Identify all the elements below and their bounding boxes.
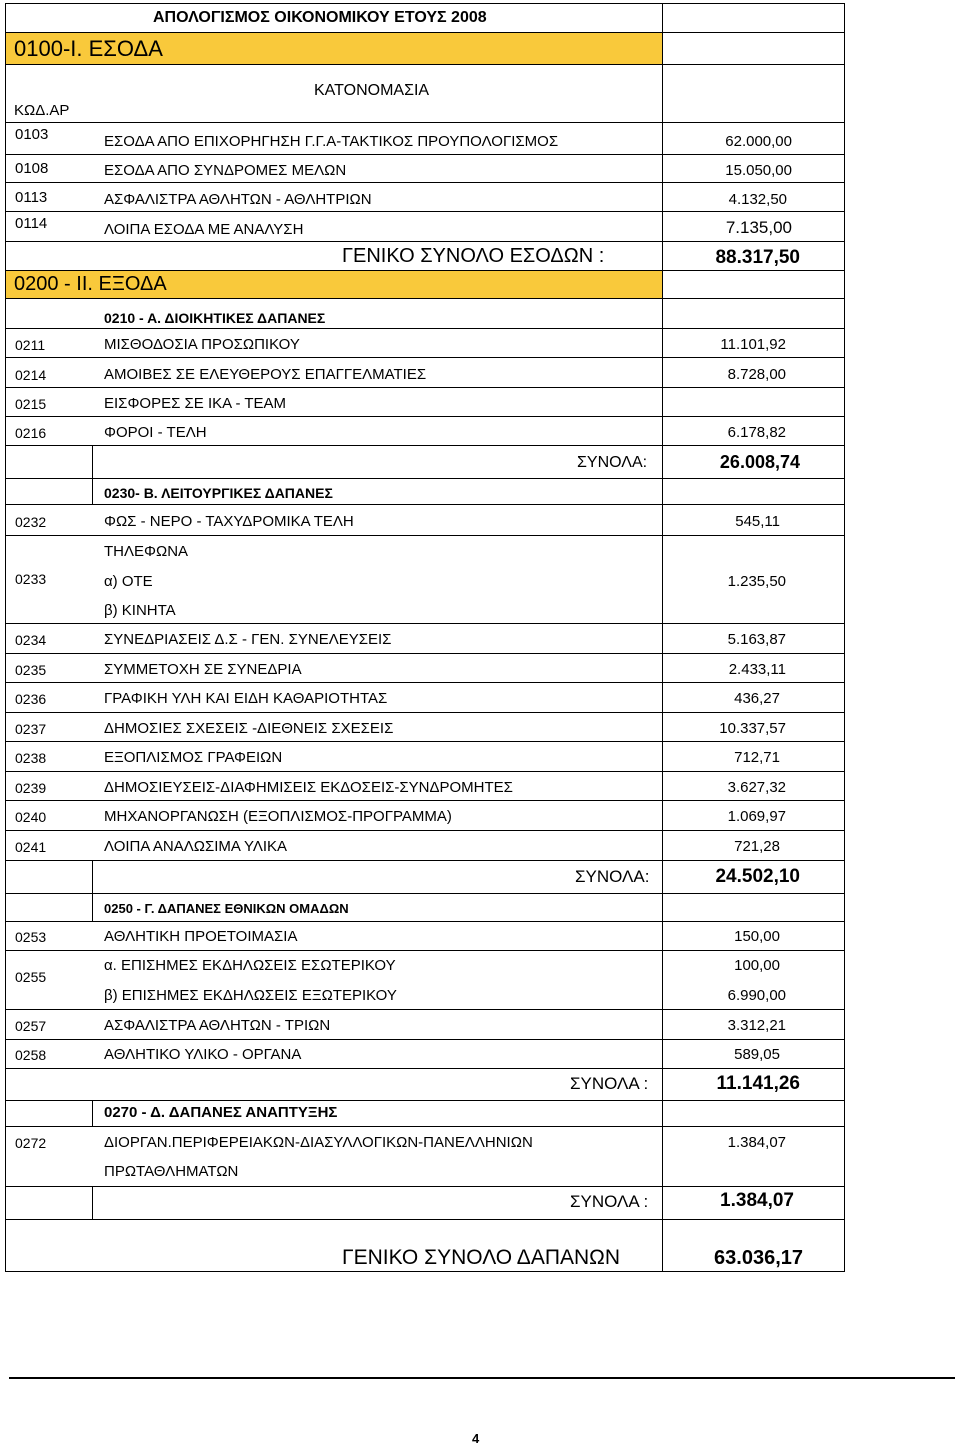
expense-amount: 150,00	[734, 928, 780, 945]
income-name: ΕΣΟΔΑ ΑΠΟ ΕΠΙΧΟΡΗΓΗΣΗ Γ.Γ.Α-ΤΑΚΤΙΚΟΣ ΠΡΟΥΠΟΛΟΓΙΣΜΟΣ	[104, 133, 559, 150]
income-section-title: 0100-Ι. ΕΣΟΔΑ	[14, 36, 163, 61]
expense-amount: 11.101,92	[720, 336, 786, 353]
expense-amount: 589,05	[734, 1046, 780, 1063]
expense-name: ΔΙΟΡΓΑΝ.ΠΕΡΙΦΕΡΕΙΑΚΩΝ-ΔΙΑΣΥΛΛΟΓΙΚΩΝ-ΠΑΝΕΛΛΗΝΙΩΝ	[104, 1134, 533, 1151]
income-amount: 4.132,50	[728, 191, 787, 208]
expense-code: 0240	[15, 809, 47, 825]
expense-amount: 1.384,07	[727, 1134, 786, 1151]
row-divider	[5, 64, 845, 65]
income-name: ΑΣΦΑΛΙΣΤΡΑ ΑΘΛΗΤΩΝ - ΑΘΛΗΤΡΙΩΝ	[104, 191, 372, 208]
expense-amount: 436,27	[734, 690, 780, 707]
row-divider	[5, 860, 845, 861]
income-name: ΛΟΙΠΑ ΕΣΟΔΑ ΜΕ ΑΝΑΛΥΣΗ	[104, 221, 304, 238]
expense-name: ΣΥΝΕΔΡΙΑΣΕΙΣ Δ.Σ - ΓΕΝ. ΣΥΝΕΛΕΥΣΕΙΣ	[104, 631, 392, 648]
expenses-section-title: 0200 - ΙΙ. ΕΞΟΔΑ	[14, 273, 167, 295]
group-a-total: 26.008,74	[719, 452, 800, 472]
row-divider	[5, 682, 845, 683]
expense-name: ΜΗΧΑΝΟΡΓΑΝΩΣΗ (ΕΞΟΠΛΙΣΜΟΣ-ΠΡΟΓΡΑΜΜΑ)	[104, 808, 452, 825]
expense-code: 0215	[15, 396, 47, 412]
expense-name: ΕΞΟΠΛΙΣΜΟΣ ΓΡΑΦΕΙΩΝ	[104, 749, 283, 766]
expense-code: 0258	[15, 1047, 47, 1063]
expense-code: 0255	[15, 969, 47, 985]
row-divider	[5, 1068, 845, 1069]
code-column-divider	[92, 478, 93, 504]
income-total-label: ΓΕΝΙΚΟ ΣΥΝΟΛΟ ΕΣΟΔΩΝ :	[342, 245, 605, 267]
expense-code: 0253	[15, 929, 47, 945]
expense-name-continued: ΠΡΩΤΑΘΛΗΜΑΤΩΝ	[104, 1163, 239, 1180]
expense-amount: 6.178,82	[727, 424, 786, 441]
expense-name: ΓΡΑΦΙΚΗ ΥΛΗ ΚΑΙ ΕΙΔΗ ΚΑΘΑΡΙΟΤΗΤΑΣ	[104, 690, 388, 707]
expense-code: 0235	[15, 662, 47, 678]
expense-name: β) ΕΠΙΣΗΜΕΣ ΕΚΔΗΛΩΣΕΙΣ ΕΞΩΤΕΡΙΚΟΥ	[104, 987, 397, 1004]
row-divider	[5, 357, 845, 358]
group-d-total: 1.384,07	[720, 1190, 794, 1211]
income-amount: 62.000,00	[725, 133, 792, 150]
group-b-total-label: ΣΥΝΟΛΑ:	[575, 867, 650, 886]
row-divider	[5, 154, 845, 155]
row-divider	[5, 1100, 845, 1101]
expense-amount: 100,00	[734, 957, 780, 974]
expense-code: 0241	[15, 839, 47, 855]
expense-code: 0237	[15, 721, 47, 737]
expense-code: 0232	[15, 514, 47, 530]
row-divider	[5, 328, 845, 329]
row-divider	[5, 535, 845, 536]
expense-code: 0214	[15, 367, 47, 383]
expense-amount: 545,11	[735, 513, 780, 530]
group-d-total-label: ΣΥΝΟΛΑ :	[570, 1192, 649, 1211]
expense-name: ΕΙΣΦΟΡΕΣ ΣΕ ΙΚΑ - ΤΕΑΜ	[104, 395, 287, 412]
expense-amount: 721,28	[734, 838, 780, 855]
row-divider	[5, 830, 845, 831]
group-a-total-label: ΣΥΝΟΛΑ:	[577, 454, 648, 471]
expense-amount: 8.728,00	[727, 366, 786, 383]
row-divider	[5, 211, 845, 212]
expense-amount: 6.990,00	[727, 987, 786, 1004]
expense-amount: 2.433,11	[728, 661, 786, 678]
expense-name: ΑΘΛΗΤΙΚΟ ΥΛΙΚΟ - ΟΡΓΑΝΑ	[104, 1046, 302, 1063]
page-number: 4	[472, 1431, 480, 1446]
expense-name: ΣΥΜΜΕΤΟΧΗ ΣΕ ΣΥΝΕΔΡΙΑ	[104, 661, 302, 678]
expense-code: 0211	[15, 337, 46, 353]
row-divider	[5, 921, 845, 922]
report-title: ΑΠΟΛΟΓΙΣΜΟΣ ΟΙΚΟΝΟΜΙΚΟΥ ΕΤΟΥΣ 2008	[153, 9, 487, 26]
group-c-total: 11.141,26	[716, 1073, 800, 1094]
expense-subitem: β) ΚΙΝΗΤΑ	[104, 602, 176, 619]
row-divider	[5, 270, 845, 271]
expense-name: ΜΙΣΘΟΔΟΣΙΑ ΠΡΟΣΩΠΙΚΟΥ	[104, 336, 300, 353]
row-divider	[5, 387, 845, 388]
expense-code: 0216	[15, 425, 47, 441]
expense-code: 0236	[15, 691, 47, 707]
expense-name: ΑΘΛΗΤΙΚΗ ΠΡΟΕΤΟΙΜΑΣΙΑ	[104, 928, 298, 945]
row-divider	[5, 32, 845, 33]
row-divider	[5, 712, 845, 713]
group-c-total-label: ΣΥΝΟΛΑ :	[570, 1074, 649, 1093]
expense-name: α. ΕΠΙΣΗΜΕΣ ΕΚΔΗΛΩΣΕΙΣ ΕΣΩΤΕΡΙΚΟΥ	[104, 957, 396, 974]
row-divider	[5, 416, 845, 417]
row-divider	[5, 1009, 845, 1010]
row-divider	[5, 1219, 845, 1220]
row-divider	[5, 1126, 845, 1127]
expense-code: 0233	[15, 571, 47, 587]
expenses-total-amount: 63.036,17	[714, 1247, 803, 1269]
expense-name: ΑΜΟΙΒΕΣ ΣΕ ΕΛΕΥΘΕΡΟΥΣ ΕΠΑΓΓΕΛΜΑΤΙΕΣ	[104, 366, 427, 383]
expense-name: ΦΟΡΟΙ - ΤΕΛΗ	[104, 424, 207, 441]
row-divider	[5, 893, 845, 894]
group-c-title: 0250 - Γ. ΔΑΠΑΝΕΣ ΕΘΝΙΚΩΝ ΟΜΑΔΩΝ	[104, 901, 349, 916]
row-divider	[5, 241, 845, 242]
income-amount: 7.135,00	[725, 218, 792, 237]
row-divider	[5, 800, 845, 801]
row-divider	[5, 1186, 845, 1187]
row-divider	[5, 653, 845, 654]
row-divider	[5, 122, 845, 123]
code-column-divider	[92, 893, 93, 921]
group-a-title: 0210 - Α. ΔΙΟΙΚΗΤΙΚΕΣ ΔΑΠΑΝΕΣ	[104, 310, 326, 326]
expense-amount: 712,71	[734, 749, 780, 766]
expense-amount: 5.163,87	[727, 631, 786, 648]
row-divider	[5, 445, 845, 446]
column-header-name: ΚΑΤΟΝΟΜΑΣΙΑ	[314, 82, 430, 99]
group-b-total: 24.502,10	[715, 866, 800, 887]
row-divider	[5, 478, 845, 479]
expense-name: ΔΗΜΟΣΙΕΥΣΕΙΣ-ΔΙΑΦΗΜΙΣΕΙΣ ΕΚΔΟΣΕΙΣ-ΣΥΝΔΡΟΜΗΤΕΣ	[104, 779, 513, 796]
expense-amount: 3.312,21	[727, 1017, 786, 1034]
expense-code: 0272	[15, 1135, 47, 1151]
income-total-amount: 88.317,50	[715, 247, 800, 268]
expense-name: ΦΩΣ - ΝΕΡΟ - ΤΑΧΥΔΡΟΜΙΚΑ ΤΕΛΗ	[104, 513, 354, 530]
expenses-total-label: ΓΕΝΙΚΟ ΣΥΝΟΛΟ ΔΑΠΑΝΩΝ	[342, 1246, 621, 1269]
expense-subitem: α) ΟΤΕ	[104, 573, 153, 590]
expense-code: 0257	[15, 1018, 47, 1034]
expense-amount: 10.337,57	[719, 720, 786, 737]
expense-name: ΤΗΛΕΦΩΝΑ	[104, 543, 189, 560]
row-divider	[5, 623, 845, 624]
row-divider	[5, 1039, 845, 1040]
code-column-divider	[92, 1100, 93, 1126]
income-amount: 15.050,00	[725, 162, 792, 179]
row-divider	[5, 950, 845, 951]
expense-amount: 1.235,50	[727, 573, 786, 590]
expense-code: 0234	[15, 632, 47, 648]
code-column-divider	[92, 860, 93, 893]
group-d-title: 0270 - Δ. ΔΑΠΑΝΕΣ ΑΝΑΠΤΥΞΗΣ	[104, 1104, 338, 1121]
code-column-divider	[92, 445, 93, 478]
row-divider	[5, 504, 845, 505]
income-code: 0114	[15, 215, 48, 232]
income-name: ΕΣΟΔΑ ΑΠΟ ΣΥΝΔΡΟΜΕΣ ΜΕΛΩΝ	[104, 162, 347, 179]
expense-amount: 3.627,32	[727, 779, 786, 796]
expense-amount: 1.069,97	[727, 808, 786, 825]
group-b-title: 0230- Β. ΛΕΙΤΟΥΡΓΙΚΕΣ ΔΑΠΑΝΕΣ	[104, 485, 333, 501]
row-divider	[5, 771, 845, 772]
code-column-divider	[92, 1186, 93, 1219]
column-header-code: ΚΩΔ.ΑΡ	[14, 102, 70, 119]
row-divider	[5, 182, 845, 183]
expense-name: ΑΣΦΑΛΙΣΤΡΑ ΑΘΛΗΤΩΝ - ΤΡΙΩΝ	[104, 1017, 331, 1034]
expense-name: ΔΗΜΟΣΙΕΣ ΣΧΕΣΕΙΣ -ΔΙΕΘΝΕΙΣ ΣΧΕΣΕΙΣ	[104, 720, 394, 737]
income-code: 0113	[15, 189, 48, 206]
row-divider	[5, 298, 845, 299]
row-divider	[5, 741, 845, 742]
expense-code: 0238	[15, 750, 47, 766]
income-code: 0103	[15, 126, 49, 143]
expense-name: ΛΟΙΠΑ ΑΝΑΛΩΣΙΜΑ ΥΛΙΚΑ	[104, 838, 288, 855]
footer-divider	[9, 1377, 955, 1379]
income-code: 0108	[15, 160, 49, 177]
expense-code: 0239	[15, 780, 47, 796]
